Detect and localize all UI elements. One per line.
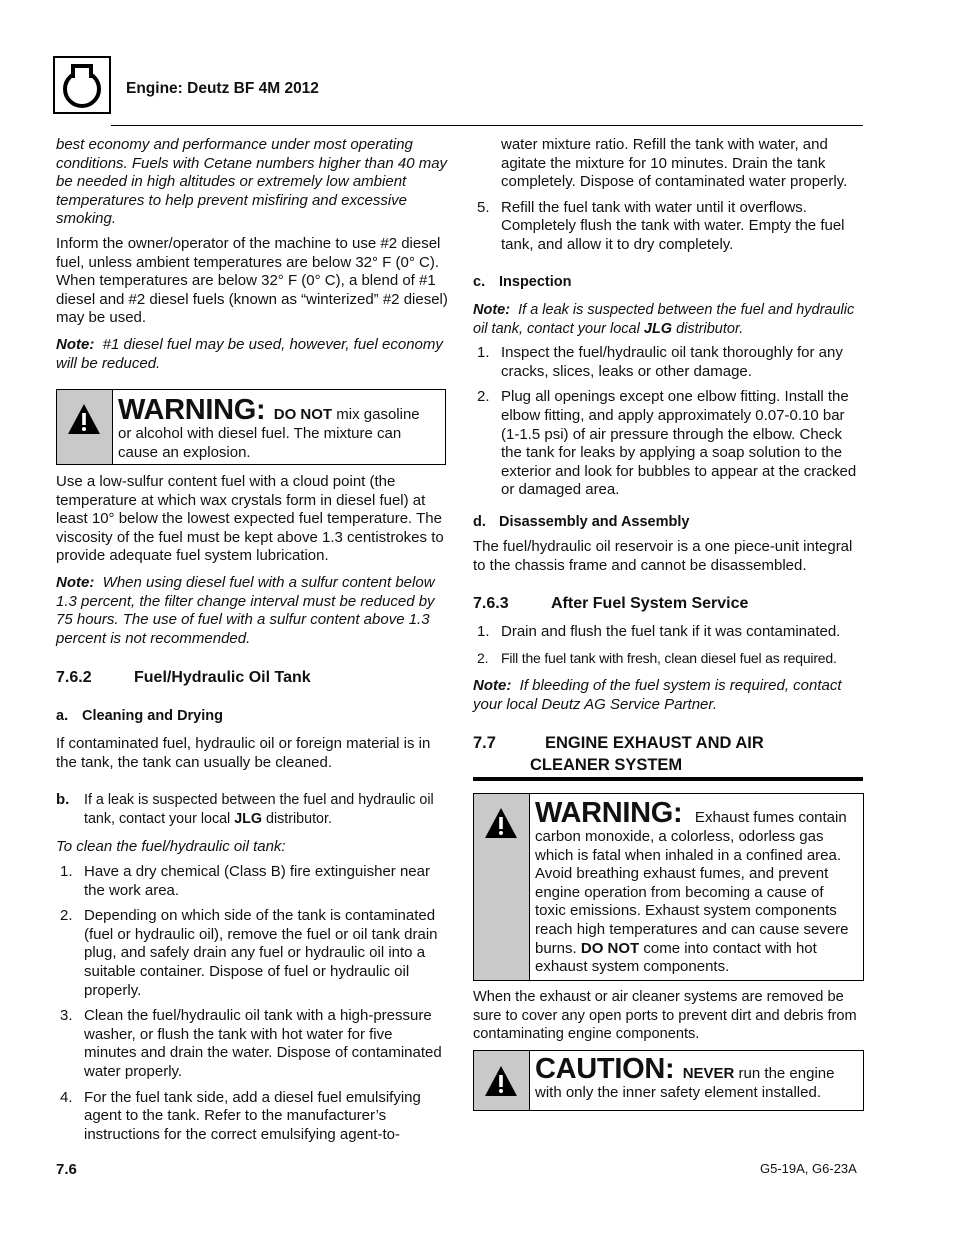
warning-box-exhaust xyxy=(473,793,864,981)
note-sulfur xyxy=(56,574,448,648)
section-title: After Fuel System Service xyxy=(551,595,749,612)
list-text: Depending on which side of the tank is contaminated (fuel or hydraulic oil), remove the fuel or oil tank drain plug, and safely drain any fuel or hydraulic oil into a suitable container. Dispose of fuel or hydraulic oil properly. xyxy=(84,907,438,999)
list-item xyxy=(473,623,865,642)
warning-text xyxy=(535,798,855,977)
section-title-line1: ENGINE EXHAUST AND AIR xyxy=(545,734,764,752)
caution-strong: NEVER xyxy=(682,1065,735,1082)
note-text: If bleeding of the fuel system is required, contact your local Deutz AG Service Partner. xyxy=(473,677,842,713)
right-column xyxy=(473,136,865,255)
cleaning-steps xyxy=(56,863,448,1144)
subsection-title: Cleaning and Drying xyxy=(82,708,223,724)
subsection-title: Disassembly and Assembly xyxy=(499,514,690,530)
list-item xyxy=(473,649,865,668)
section-7-6-2-heading xyxy=(56,669,311,688)
caution-body: run the engine with only the inner safety element installed. xyxy=(535,1065,835,1101)
list-number: 1. xyxy=(60,863,73,880)
section-title-line2: CLEANER SYSTEM xyxy=(530,756,683,774)
list-text: For the fuel tank side, add a diesel fuel emulsifying agent to the tank. Refer to the manufacturer’s instructions for the correct emulsifying agent-to- xyxy=(84,1088,421,1143)
warning-box-gasoline xyxy=(56,389,446,465)
caution-box xyxy=(473,1050,864,1111)
subsection-letter: a. xyxy=(56,708,69,724)
paragraph-b-text xyxy=(56,791,448,828)
note-label: Note: xyxy=(473,677,512,695)
warning-sidebar xyxy=(474,794,530,980)
to-clean-heading: To clean the fuel/hydraulic oil tank: xyxy=(56,838,286,855)
section-7-7-heading xyxy=(473,732,764,776)
list-item xyxy=(473,388,865,500)
list-number: 1. xyxy=(477,344,490,362)
list-number: 1. xyxy=(477,623,490,640)
warning-triangle-icon xyxy=(66,402,102,436)
jlg-brand: JLG xyxy=(643,320,673,337)
list-text: Plug all openings except one elbow fitting. Install the elbow fitting, and apply approximately 0.07-0.10 bar (1-1.5 psi) of air pressure through the elbow. Check the tank for leaks by applying a soap solution to the exterior and look for bubbles to appear at the cracked or damaged area. xyxy=(501,388,857,499)
list-text: Clean the fuel/hydraulic oil tank with a high-pressure washer, or flush the tank with hot water for five minutes and drain the water. Dispose of contaminated water properly. xyxy=(84,1007,442,1080)
warning-label: WARNING: xyxy=(118,394,266,426)
list-item xyxy=(473,344,865,381)
note-bleeding xyxy=(473,677,865,714)
note-text-post: distributor. xyxy=(672,320,744,337)
step-4-continued: water mixture ratio. Refill the tank with water, and agitate the mixture for 10 minutes. Drain the tank completely. Dispose of contaminated water properly. xyxy=(501,136,848,191)
paragraph-b xyxy=(56,791,448,828)
subsection-title: Inspection xyxy=(499,274,572,290)
note-leak xyxy=(473,301,865,338)
section-title: Fuel/Hydraulic Oil Tank xyxy=(134,669,311,686)
intro-paragraph: best economy and performance under most operating conditions. Fuels with Cetane numbers higher than 40 may be needed in high altitudes or extremely low ambient temperatures to help prevent misfiring and excessive smoking. xyxy=(56,136,448,228)
warning-body: mix gasoline or alcohol with diesel fuel. The mixture can cause an explosion. xyxy=(118,406,420,461)
warning-body-2: come into contact with hot exhaust system components. xyxy=(535,939,817,976)
list-item xyxy=(56,907,448,1000)
warning-body: Exhaust fumes contain carbon monoxide, a colorless, odorless gas which is fatal when inhaled in a confined area. Avoid breathing exhaust fumes, and prevent engine operation from becoming a cause of toxic emissions. Exhaust system components reach high temperatures and can cause severe burns. xyxy=(535,809,849,957)
warning-strong: DO NOT xyxy=(580,939,640,957)
list-number: 5. xyxy=(477,198,490,216)
page-number: 7.6 xyxy=(56,1161,77,1178)
right-column-2 xyxy=(473,301,865,500)
section-number: 7.6.3 xyxy=(473,595,509,612)
section-number: 7.6.2 xyxy=(56,669,92,686)
warning-strong: DO NOT xyxy=(273,406,333,423)
exhaust-paragraph: When the exhaust or air cleaner systems are removed be sure to cover any open ports to prevent dirt and debris from contaminating engine components. xyxy=(473,989,857,1043)
warning-text xyxy=(118,395,437,462)
left-column xyxy=(56,136,448,373)
list-number: 4. xyxy=(60,1088,73,1106)
left-column-3 xyxy=(56,735,448,772)
note-label: Note: xyxy=(473,302,511,318)
warning-sidebar xyxy=(57,390,113,464)
list-number: 2. xyxy=(477,649,489,666)
section-number: 7.7 xyxy=(473,734,496,752)
fuel-grade-paragraph: Inform the owner/operator of the machine to use #2 diesel fuel, unless ambient temperatures are below 32° F (0° C). When temperatures are below 32° F (0° C), a blend of #1 diesel and #2 diesel fuels (known as “winterized” #2 diesel) may be used. xyxy=(56,234,448,327)
list-item xyxy=(56,1007,448,1081)
caution-label: CAUTION: xyxy=(535,1053,675,1085)
list-text: Fill the fuel tank with fresh, clean diesel fuel as required. xyxy=(501,649,837,666)
note-text: If a leak is suspected between the fuel and hydraulic oil tank, contact your local xyxy=(473,302,855,337)
caution-sidebar xyxy=(474,1051,530,1110)
section-7-6-3-heading xyxy=(473,595,748,614)
note-text: When using diesel fuel with a sulfur content below 1.3 percent, the filter change interval must be reduced by 75 hours. The use of fuel with a sulfur content above 1.3 percent is not recommended. xyxy=(56,573,435,647)
note-diesel-1 xyxy=(56,336,448,373)
list-text: Have a dry chemical (Class B) fire extinguisher near the work area. xyxy=(84,863,430,899)
low-sulfur-paragraph: Use a low-sulfur content fuel with a cloud point (the temperature at which wax crystals form in diesel fuel) at least 10° below the lowest expected fuel temperature. The viscosity of the fuel must be kept above 1.3 centistrokes to provide adequate fuel system lubrication. xyxy=(56,473,444,565)
note-text: #1 diesel fuel may be used, however, fuel economy will be reduced. xyxy=(56,335,443,372)
subsection-letter: c. xyxy=(473,274,486,290)
reservoir-paragraph: The fuel/hydraulic oil reservoir is a one piece-unit integral to the chassis frame and cannot be disassembled. xyxy=(473,538,853,574)
note-label: Note: xyxy=(56,573,95,591)
list-item xyxy=(473,199,865,255)
after-service-steps xyxy=(473,623,865,714)
header-rule xyxy=(111,125,863,126)
model-numbers: G5-19A, G6-23A xyxy=(760,1161,857,1176)
note-label: Note: xyxy=(56,335,95,353)
list-text: Drain and flush the fuel tank if it was contaminated. xyxy=(501,623,841,640)
cleaning-intro: If contaminated fuel, hydraulic oil or foreign material is in the tank, the tank can usually be cleaned. xyxy=(56,735,431,771)
subsection-d-heading xyxy=(473,513,689,532)
list-number: 2. xyxy=(60,907,73,925)
jlg-brand: JLG xyxy=(234,810,263,827)
list-number: 2. xyxy=(477,388,490,406)
list-text: Refill the fuel tank with water until it overflows. Completely flush the tank with water. Empty the fuel tank, and allow it to dry completely. xyxy=(501,198,845,253)
left-column-2 xyxy=(56,473,448,648)
subsection-a-heading xyxy=(56,707,223,726)
caution-text xyxy=(535,1054,855,1103)
list-text: Inspect the fuel/hydraulic oil tank thoroughly for any cracks, slices, leaks or other damage. xyxy=(501,344,843,380)
paragraph-b-pre: If a leak is suspected between the fuel and hydraulic oil tank, contact your local xyxy=(84,792,434,827)
engine-icon xyxy=(53,56,111,114)
header-title: Engine: Deutz BF 4M 2012 xyxy=(126,80,319,97)
right-column-4 xyxy=(473,988,865,1044)
subsection-c-heading xyxy=(473,273,572,292)
right-column-3 xyxy=(473,538,865,575)
list-item xyxy=(56,1089,448,1145)
warning-label: WARNING: xyxy=(535,797,683,829)
paragraph-b-letter: b. xyxy=(56,791,70,808)
list-item xyxy=(56,863,448,900)
subsection-letter: d. xyxy=(473,514,486,530)
section-rule xyxy=(473,777,863,781)
list-number: 3. xyxy=(60,1007,73,1025)
warning-triangle-icon xyxy=(483,806,519,840)
caution-triangle-icon xyxy=(483,1064,519,1098)
paragraph-b-post: distributor. xyxy=(262,810,332,827)
